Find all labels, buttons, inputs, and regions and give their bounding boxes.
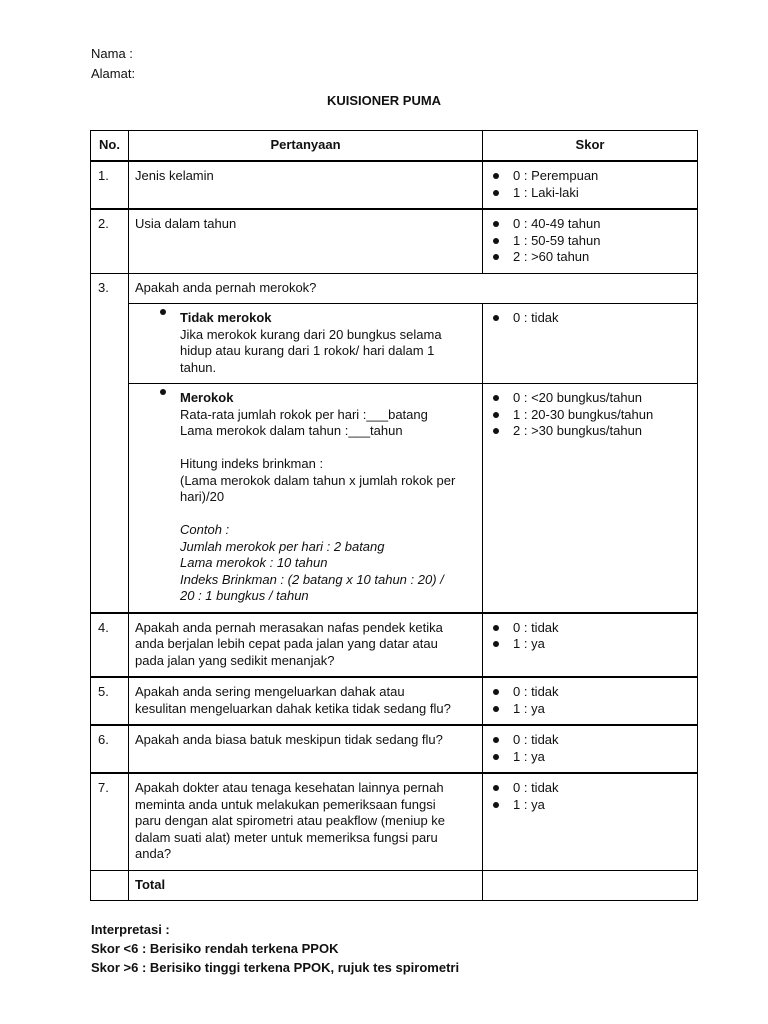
table-row xyxy=(91,161,698,209)
interpretation-low-risk: Skor <6 : Berisiko rendah terkena PPOK xyxy=(91,941,339,956)
score-options xyxy=(489,168,691,201)
bullet-icon xyxy=(160,389,166,395)
bullet-icon xyxy=(160,309,166,315)
row-number: 2. xyxy=(98,216,109,231)
interpretation-high-risk: Skor >6 : Berisiko tinggi terkena PPOK, rujuk tes spirometri xyxy=(91,960,460,975)
sub-question-line: Jika merokok kurang dari 20 bungkus selama xyxy=(180,326,442,342)
table-row xyxy=(91,677,698,725)
table-row xyxy=(91,613,698,678)
row-number: 1. xyxy=(98,168,109,183)
example-line: Lama merokok : 10 tahun xyxy=(180,555,328,570)
question-text: Apakah anda biasa batuk meskipun tidak sedang flu? xyxy=(135,732,443,747)
score-option: 1 : ya xyxy=(513,701,691,718)
score-option: 0 : tidak xyxy=(513,620,691,637)
score-option: 1 : 50-59 tahun xyxy=(513,233,691,250)
column-header-score: Skor xyxy=(483,131,698,162)
score-option: 0 : Perempuan xyxy=(513,168,691,185)
table-header-row xyxy=(91,131,698,162)
table-row xyxy=(91,273,698,304)
sub-question-line: tahun. xyxy=(180,359,217,375)
row-number: 5. xyxy=(98,684,109,699)
page-title: KUISIONER PUMA xyxy=(326,93,442,108)
example-line: Contoh : xyxy=(180,522,230,537)
table-subrow xyxy=(91,304,698,384)
score-option: 1 : Laki-laki xyxy=(513,185,691,202)
score-option: 1 : ya xyxy=(513,749,691,766)
smoking-per-day-field: Rata-rata jumlah rokok per hari :___batang xyxy=(180,406,428,422)
example-line: Jumlah merokok per hari : 2 batang xyxy=(180,538,385,554)
score-option: 2 : >60 tahun xyxy=(513,249,691,266)
question-text: Jenis kelamin xyxy=(135,168,214,183)
row-number: 6. xyxy=(98,732,109,747)
score-options xyxy=(489,310,691,327)
score-options xyxy=(489,780,691,813)
sub-question-smoker xyxy=(129,384,482,612)
formula-line: hari)/20 xyxy=(180,489,225,504)
score-option: 1 : ya xyxy=(513,636,691,653)
score-option: 0 : <20 bungkus/tahun xyxy=(513,390,691,407)
formula-line: Hitung indeks brinkman : xyxy=(180,456,324,471)
table-row xyxy=(91,725,698,773)
sub-question-non-smoker xyxy=(129,304,482,383)
table-subrow xyxy=(91,384,698,613)
table-row xyxy=(91,773,698,870)
score-option: 0 : tidak xyxy=(513,732,691,749)
score-option: 2 : >30 bungkus/tahun xyxy=(513,423,691,440)
row-number: 3. xyxy=(98,279,109,295)
score-option: 1 : ya xyxy=(513,797,691,814)
smoking-years-field: Lama merokok dalam tahun :___tahun xyxy=(180,423,403,438)
column-header-question: Pertanyaan xyxy=(129,131,483,162)
score-options xyxy=(489,732,691,765)
row-number: 7. xyxy=(98,780,109,795)
score-option: 0 : tidak xyxy=(513,780,691,797)
sub-question-title: Tidak merokok xyxy=(180,310,272,325)
table-row xyxy=(91,209,698,273)
score-option: 1 : 20-30 bungkus/tahun xyxy=(513,407,691,424)
example-line: Indeks Brinkman : (2 batang x 10 tahun : 20) / xyxy=(180,571,444,587)
score-option: 0 : tidak xyxy=(513,310,691,327)
interpretation-block xyxy=(91,920,459,977)
total-score-cell xyxy=(483,871,697,884)
question-text: Usia dalam tahun xyxy=(135,216,237,231)
score-option: 0 : 40-49 tahun xyxy=(513,216,691,233)
example-line: 20 : 1 bungkus / tahun xyxy=(180,588,309,603)
question-text: Apakah anda sering mengeluarkan dahak atau kesulitan mengeluarkan dahak ketika tidak sedang flu? xyxy=(135,684,451,716)
interpretation-heading: Interpretasi : xyxy=(91,922,170,937)
sub-question-title: Merokok xyxy=(180,390,234,405)
formula-line: (Lama merokok dalam tahun x jumlah rokok per xyxy=(180,472,456,488)
score-options xyxy=(489,620,691,653)
total-label: Total xyxy=(135,876,166,892)
column-header-no: No. xyxy=(91,131,129,162)
score-option: 0 : tidak xyxy=(513,684,691,701)
question-text: Apakah dokter atau tenaga kesehatan lainnya pernah meminta anda untuk melakukan pemeriksaan fungsi paru dengan alat spirometri atau peakflow (meniup ke dalam suati alat) meter untuk memeriksa fungsi paru anda? xyxy=(135,780,446,861)
total-row xyxy=(91,870,698,901)
question-text: Apakah anda pernah merasakan nafas pendek ketika anda berjalan lebih cepat pada jalan yang datar atau pada jalan yang sedikit menanjak? xyxy=(135,619,443,668)
question-text: Apakah anda pernah merokok? xyxy=(135,279,317,295)
row-number: 4. xyxy=(98,619,109,635)
questionnaire-table xyxy=(90,130,698,901)
score-options xyxy=(489,216,691,266)
sub-question-line: hidup atau kurang dari 1 rokok/ hari dalam 1 xyxy=(180,343,435,358)
score-options xyxy=(489,684,691,717)
score-options xyxy=(489,390,691,440)
name-label: Nama : xyxy=(91,46,133,61)
address-label: Alamat: xyxy=(91,66,136,81)
